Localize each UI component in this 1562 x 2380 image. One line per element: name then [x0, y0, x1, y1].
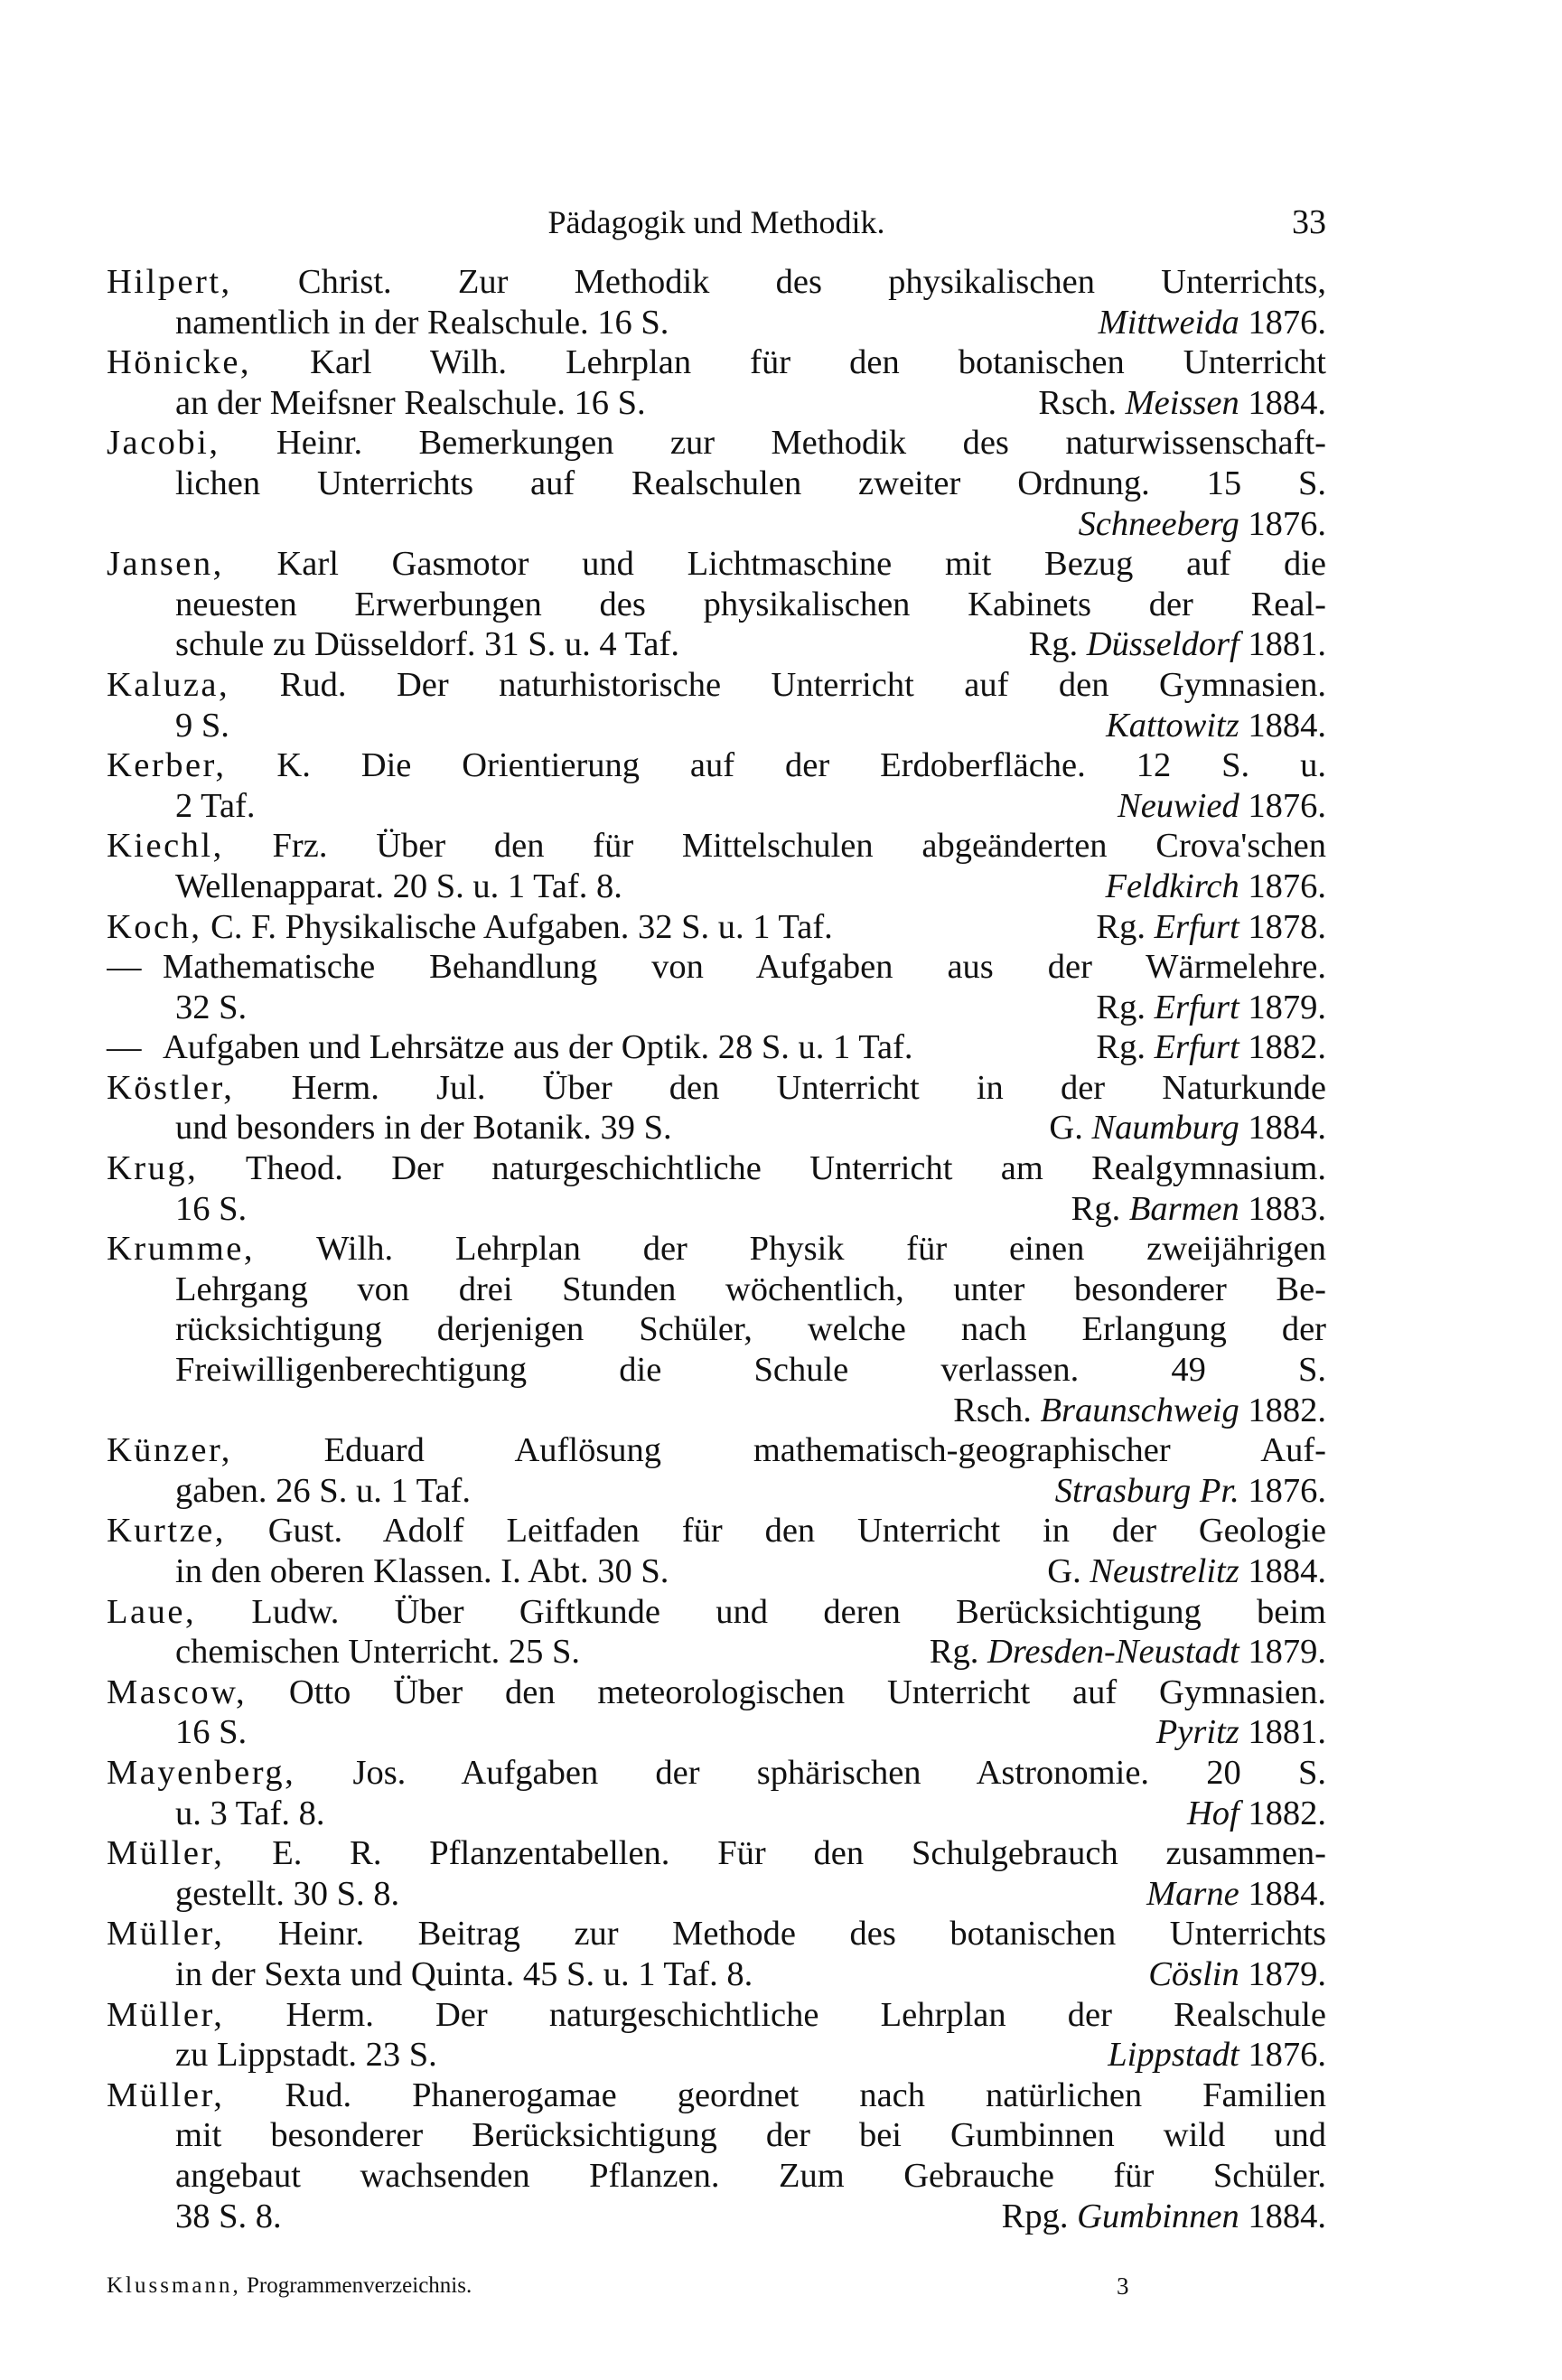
entry-line — [107, 2035, 1326, 2075]
ditto-dash: — — [107, 1028, 142, 1067]
entry-text: Gust. Adolf Leitfaden für den Unterricht in der Geologie — [225, 1512, 1326, 1551]
place: Gumbinnen — [1077, 2197, 1239, 2235]
entry-line — [107, 1270, 1326, 1310]
publication-info — [1096, 907, 1326, 948]
entry-text: Wilh. Lehrplan der Physik für einen zweijährigen — [254, 1230, 1326, 1269]
place: Erfurt — [1154, 1028, 1239, 1067]
entry-author: Hilpert, — [107, 263, 232, 301]
entry-text: Lehrgang von drei Stunden wöchentlich, unter besonderer Be- — [175, 1270, 1326, 1308]
school-type: Rg. — [1096, 988, 1146, 1026]
school-type: G. — [1047, 1552, 1081, 1590]
bibliography-entry — [107, 1673, 1326, 1753]
entry-text: an der Meifsner Realschule. 16 S. — [175, 383, 646, 422]
bibliography-entry — [107, 1068, 1326, 1148]
entry-line — [107, 585, 1326, 625]
year: 1876. — [1248, 2036, 1326, 2075]
place: Marne — [1146, 1874, 1239, 1913]
entry-line — [107, 1753, 1326, 1794]
publication-info — [1002, 2197, 1326, 2237]
year: 1884. — [1248, 2197, 1326, 2235]
entry-text: angebaut wachsenden Pflanzen. Zum Gebrauche für Schüler. — [175, 2156, 1326, 2195]
bibliography-entry — [107, 745, 1326, 826]
entry-author: Köstler, — [107, 1068, 235, 1107]
place: Neuwied — [1118, 786, 1239, 825]
entry-text: 2 Taf. — [175, 786, 256, 825]
entry-author: Mascow, — [107, 1673, 248, 1711]
bibliography-entry — [107, 1753, 1326, 1833]
publication-info — [1118, 786, 1326, 827]
entry-text: in der Sexta und Quinta. 45 S. u. 1 Taf. 8. — [175, 1954, 753, 1993]
place: Erfurt — [1154, 907, 1239, 946]
entry-text: K. Die Orientierung auf der Erdoberfläche. 12 S. u. — [226, 746, 1326, 785]
place: Braunschweig — [1040, 1391, 1239, 1429]
bibliography-entry — [107, 947, 1326, 1027]
publication-info — [1146, 1874, 1326, 1915]
entry-line — [107, 665, 1326, 706]
entry-text: gaben. 26 S. u. 1 Taf. — [175, 1471, 472, 1510]
place: Erfurt — [1154, 988, 1239, 1026]
school-type: Rg. — [1071, 1189, 1121, 1228]
entry-line — [107, 1189, 1326, 1230]
entry-line — [107, 745, 1326, 786]
entry-text: Aufgaben und Lehrsätze aus der Optik. 28 S. u. 1 Taf. — [163, 1028, 913, 1067]
entry-text: 16 S. — [175, 1713, 248, 1752]
footer-author: Klussmann, — [107, 2273, 241, 2298]
entry-text: E. R. Pflanzentabellen. Für den Schulgebrauch zusammen- — [224, 1834, 1326, 1873]
entry-line — [107, 1794, 1326, 1834]
entry-author: Kiechl, — [107, 827, 224, 866]
bibliography-entry — [107, 1229, 1326, 1430]
year: 1881. — [1248, 1713, 1326, 1752]
publication-info — [1106, 706, 1326, 746]
entry-text: schule zu Düsseldorf. 31 S. u. 4 Taf. — [175, 625, 679, 664]
entry-line — [107, 1350, 1326, 1391]
place: Dresden-Neustadt — [987, 1633, 1239, 1672]
entry-author: Koch, — [107, 907, 202, 946]
entry-text: Karl Gasmotor und Lichtmaschine mit Bezug auf die — [223, 545, 1326, 584]
school-type: Rg. — [1028, 625, 1079, 664]
entry-line — [107, 1954, 1326, 1995]
bibliography-list — [107, 262, 1326, 2236]
school-type: Rsch. — [953, 1391, 1032, 1429]
page-footer — [107, 2268, 1326, 2304]
place: Cöslin — [1148, 1954, 1239, 1993]
bibliography-entry — [107, 665, 1326, 745]
entry-author: Krumme, — [107, 1230, 255, 1269]
year: 1876. — [1248, 786, 1326, 825]
year: 1882. — [1248, 1391, 1326, 1429]
entry-text: zu Lippstadt. 23 S. — [175, 2036, 437, 2075]
entry-text: Ludw. Über Giftkunde und deren Berücksichtigung beim — [196, 1592, 1326, 1631]
bibliography-entry — [107, 423, 1326, 544]
bibliography-entry — [107, 1148, 1326, 1229]
publication-info — [1096, 1027, 1326, 1068]
entry-text: 32 S. — [175, 988, 248, 1026]
year: 1879. — [1248, 1633, 1326, 1672]
publication-info — [1079, 504, 1326, 545]
place: Lippstadt — [1108, 2036, 1239, 2075]
entry-author: Kaluza, — [107, 665, 230, 704]
entry-line — [107, 464, 1326, 504]
publication-info — [1038, 383, 1326, 424]
publication-info — [1029, 624, 1326, 665]
bibliography-entry — [107, 1592, 1326, 1673]
year: 1876. — [1248, 303, 1326, 342]
year: 1884. — [1248, 1874, 1326, 1913]
entry-line — [107, 1592, 1326, 1633]
entry-text: C. F. Physikalische Aufgaben. 32 S. u. 1 Taf. — [201, 907, 833, 946]
year: 1883. — [1248, 1189, 1326, 1228]
entry-line — [107, 907, 1326, 948]
entry-line — [107, 262, 1326, 303]
entry-text: Freiwilligenberechtigung die Schule verlassen. 49 S. — [175, 1351, 1326, 1390]
entry-author: Laue, — [107, 1592, 197, 1631]
entry-text: Eduard Auflösung mathematisch-geographischer Auf- — [231, 1431, 1326, 1470]
bibliography-entry — [107, 1833, 1326, 1914]
entry-text: chemischen Unterricht. 25 S. — [175, 1633, 580, 1672]
entry-text: namentlich in der Realschule. 16 S. — [175, 303, 669, 342]
ditto-dash: — — [107, 948, 142, 987]
entry-line — [107, 1229, 1326, 1270]
entry-text: 16 S. — [175, 1189, 248, 1228]
entry-line — [107, 504, 1326, 545]
entry-text: Jos. Aufgaben der sphärischen Astronomie. 20 S. — [295, 1753, 1326, 1792]
entry-line — [107, 423, 1326, 464]
publication-info — [1055, 1471, 1326, 1512]
entry-line — [107, 1148, 1326, 1189]
bibliography-entry — [107, 1027, 1326, 1068]
entry-line — [107, 706, 1326, 746]
entry-line — [107, 1391, 1326, 1431]
year: 1884. — [1248, 706, 1326, 745]
entry-author: Müller, — [107, 1995, 225, 2034]
bibliography-entry — [107, 262, 1326, 342]
entry-line — [107, 1874, 1326, 1915]
entry-line — [107, 1551, 1326, 1592]
entry-author: Kerber, — [107, 746, 227, 785]
entry-text: gestellt. 30 S. 8. — [175, 1874, 400, 1913]
bibliography-entry — [107, 342, 1326, 423]
bibliography-entry — [107, 1511, 1326, 1591]
entry-text: lichen Unterrichts auf Realschulen zweiter Ordnung. 15 S. — [175, 464, 1326, 502]
entry-author: Jansen, — [107, 545, 224, 584]
year: 1879. — [1248, 1954, 1326, 1993]
entry-line — [107, 786, 1326, 827]
publication-info — [1156, 1712, 1326, 1753]
footer-signature-line — [107, 2268, 472, 2304]
entry-line — [107, 947, 1326, 988]
publication-info — [1071, 1189, 1326, 1230]
page-header — [107, 195, 1326, 249]
running-title: Pädagogik und Methodik. — [547, 204, 885, 240]
year: 1876. — [1248, 867, 1326, 905]
year: 1876. — [1248, 504, 1326, 543]
entry-line — [107, 1309, 1326, 1350]
entry-line — [107, 867, 1326, 907]
entry-text: Herm. Jul. Über den Unterricht in der Naturkunde — [234, 1068, 1326, 1107]
entry-line — [107, 2156, 1326, 2197]
place: Mittweida — [1098, 303, 1239, 342]
year: 1882. — [1248, 1794, 1326, 1832]
entry-text: Karl Wilh. Lehrplan für den botanischen Unterricht — [251, 343, 1326, 382]
entry-text: 38 S. 8. — [175, 2197, 282, 2235]
entry-line — [107, 303, 1326, 343]
school-type: Rg. — [1096, 907, 1146, 946]
entry-text: neuesten Erwerbungen des physikalischen Kabinets der Real- — [175, 585, 1326, 623]
publication-info — [1047, 1551, 1326, 1592]
entry-text: in den oberen Klassen. I. Abt. 30 S. — [175, 1552, 669, 1590]
publication-info — [1106, 867, 1326, 907]
entry-line — [107, 624, 1326, 665]
entry-line — [107, 1068, 1326, 1109]
entry-text: u. 3 Taf. 8. — [175, 1794, 325, 1832]
entry-text: Rud. Der naturhistorische Unterricht auf den Gymnasien. — [229, 665, 1326, 704]
entry-author: Müller, — [107, 1834, 225, 1873]
school-type: Rg. — [1096, 1028, 1146, 1067]
place: Barmen — [1128, 1189, 1239, 1228]
entry-line — [107, 1108, 1326, 1148]
place: Hof — [1187, 1794, 1239, 1832]
publication-info — [1049, 1108, 1326, 1148]
publication-info — [1096, 988, 1326, 1028]
entry-line — [107, 1632, 1326, 1673]
entry-line — [107, 1471, 1326, 1512]
entry-line — [107, 342, 1326, 383]
bibliography-entry — [107, 907, 1326, 948]
entry-author: Müller, — [107, 2075, 225, 2114]
year: 1882. — [1248, 1028, 1326, 1067]
entry-line — [107, 1430, 1326, 1471]
entry-text: und besonders in der Botanik. 39 S. — [175, 1109, 672, 1148]
gathering-signature: 3 — [1117, 2272, 1129, 2300]
entry-line — [107, 1027, 1326, 1068]
bibliography-entry — [107, 544, 1326, 665]
bibliography-entry — [107, 1995, 1326, 2075]
entry-text: rücksichtigung derjenigen Schüler, welche nach Erlangung der — [175, 1310, 1326, 1349]
year: 1884. — [1248, 1552, 1326, 1590]
entry-line — [107, 826, 1326, 867]
entry-line — [107, 2115, 1326, 2156]
school-type: Rpg. — [1001, 2197, 1069, 2235]
entry-line — [107, 988, 1326, 1028]
publication-info — [1108, 2035, 1326, 2075]
entry-text: Herm. Der naturgeschichtliche Lehrplan der Realschule — [224, 1995, 1326, 2034]
entry-author: Mayenberg, — [107, 1753, 296, 1792]
entry-text: Otto Über den meteorologischen Unterricht auf Gymnasien. — [247, 1673, 1326, 1711]
entry-line — [107, 1833, 1326, 1874]
entry-line — [107, 1511, 1326, 1551]
page-number: 33 — [1292, 203, 1326, 241]
year: 1884. — [1248, 1109, 1326, 1148]
entry-author: Künzer, — [107, 1431, 232, 1470]
bibliography-entry — [107, 826, 1326, 906]
place: Meissen — [1125, 383, 1239, 422]
place: Feldkirch — [1105, 867, 1239, 905]
entry-line — [107, 2197, 1326, 2237]
year: 1881. — [1248, 625, 1326, 664]
entry-line — [107, 1914, 1326, 1954]
year: 1878. — [1248, 907, 1326, 946]
entry-author: Müller, — [107, 1915, 225, 1954]
publication-info — [1148, 1954, 1326, 1995]
publication-info — [930, 1632, 1326, 1673]
bibliography-entry — [107, 1430, 1326, 1511]
publication-info — [1099, 303, 1326, 343]
entry-line — [107, 383, 1326, 424]
entry-text: Theod. Der naturgeschichtliche Unterricht am Realgymnasium. — [198, 1149, 1326, 1188]
entry-text: Heinr. Beitrag zur Methode des botanischen Unterrichts — [224, 1915, 1326, 1954]
place: Naumburg — [1091, 1109, 1239, 1148]
entry-line — [107, 2075, 1326, 2116]
year: 1879. — [1248, 988, 1326, 1026]
place: Düsseldorf — [1086, 625, 1239, 664]
entry-text: Wellenapparat. 20 S. u. 1 Taf. 8. — [175, 867, 622, 905]
year: 1884. — [1248, 383, 1326, 422]
bibliography-entry — [107, 1914, 1326, 1994]
place: Schneeberg — [1078, 504, 1239, 543]
entry-line — [107, 1712, 1326, 1753]
entry-line — [107, 544, 1326, 585]
entry-line — [107, 1673, 1326, 1713]
entry-author: Kurtze, — [107, 1512, 226, 1551]
entry-text: Christ. Zur Methodik des physikalischen Unterrichts, — [231, 263, 1326, 301]
school-type: Rg. — [929, 1633, 979, 1672]
entry-text: 9 S. — [175, 706, 229, 745]
entry-text: mit besonderer Berücksichtigung der bei Gumbinnen wild und — [175, 2116, 1326, 2155]
entry-author: Krug, — [107, 1149, 199, 1188]
publication-info — [953, 1391, 1326, 1431]
bibliography-entry — [107, 2075, 1326, 2236]
place: Kattowitz — [1106, 706, 1239, 745]
entry-author: Jacobi, — [107, 424, 220, 463]
place: Neustrelitz — [1090, 1552, 1239, 1590]
school-type: G. — [1049, 1109, 1083, 1148]
entry-author: Hönicke, — [107, 343, 252, 382]
school-type: Rsch. — [1038, 383, 1117, 422]
year: 1876. — [1248, 1471, 1326, 1510]
entry-text: Heinr. Bemerkungen zur Methodik des naturwissenschaft- — [220, 424, 1326, 463]
footer-title: Programmenverzeichnis. — [240, 2273, 472, 2298]
entry-line — [107, 1995, 1326, 2036]
entry-text: Rud. Phanerogamae geordnet nach natürlichen Familien — [224, 2075, 1326, 2114]
place: Strasburg Pr. — [1054, 1471, 1239, 1510]
entry-text: Frz. Über den für Mittelschulen abgeänderten Crova'schen — [223, 827, 1326, 866]
entry-text: Mathematische Behandlung von Aufgaben aus der Wärmelehre. — [163, 948, 1326, 987]
publication-info — [1187, 1794, 1326, 1834]
place: Pyritz — [1155, 1713, 1239, 1752]
